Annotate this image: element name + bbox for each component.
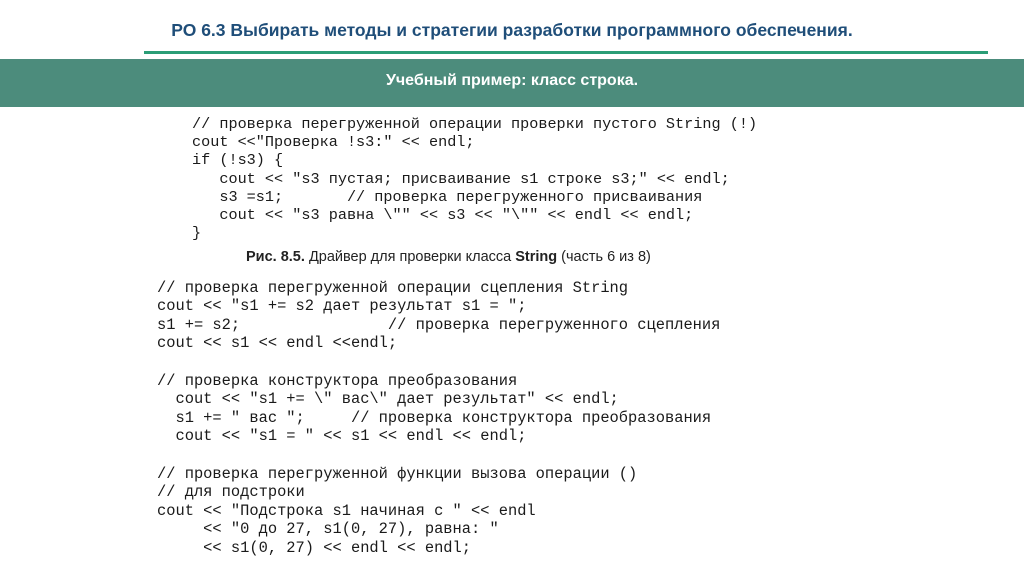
code-line: // проверка перегруженной операции сцепления String	[157, 279, 629, 297]
code-line: // проверка перегруженной операции проверки пустого String (!)	[192, 115, 758, 133]
code-line: s3 =s1; // проверка перегруженного присваивания	[192, 187, 703, 206]
code-block-empty-check	[192, 115, 757, 242]
code-line: s1 += s2; // проверка перегруженного сцепления	[157, 315, 721, 334]
code-block-call-operator	[157, 465, 637, 557]
code-line: if (!s3) {	[192, 151, 284, 170]
slide-subtitle: Учебный пример: класс строка.	[385, 72, 639, 89]
code-line: cout << "s1 = " << s1 << endl << endl;	[157, 427, 527, 446]
code-line: cout << "s3 пустая; присваивание s1 строке s3;" << endl;	[192, 169, 730, 188]
code-line: cout <<"Проверка !s3:" << endl;	[192, 133, 475, 152]
code-block-conversion	[157, 372, 711, 446]
code-line: // для подстроки	[157, 483, 305, 502]
figure-caption	[246, 249, 651, 265]
slide-title: РО 6.3 Выбирать методы и стратегии разработки программного обеспечения.	[171, 20, 853, 40]
code-line: s1 += " вас "; // проверка конструктора преобразования	[157, 408, 712, 427]
title-underline	[144, 51, 988, 54]
code-line: cout << "s3 равна \"" << s3 << "\"" << endl << endl;	[192, 206, 694, 225]
caption-text: Драйвер для проверки класса	[308, 249, 512, 265]
code-line: // проверка конструктора преобразования	[157, 372, 518, 390]
code-line: }	[192, 224, 202, 243]
caption-class-name: String	[515, 249, 558, 265]
code-line: << s1(0, 27) << endl << endl;	[157, 538, 472, 557]
code-block-concatenation	[157, 279, 720, 353]
code-line: cout << "Подстрока s1 начиная с " << endl	[157, 501, 536, 520]
caption-label: Рис. 8.5.	[246, 249, 305, 265]
code-line: cout << "s1 += \" вас\" дает результат" << endl;	[157, 390, 619, 409]
code-line: << "0 до 27, s1(0, 27), равна: "	[157, 520, 499, 539]
code-line: cout << "s1 += s2 дает результат s1 = ";	[157, 297, 527, 316]
caption-part: (часть 6 из 8)	[561, 249, 651, 265]
code-line: cout << s1 << endl <<endl;	[157, 334, 398, 353]
code-line: // проверка перегруженной функции вызова операции ()	[157, 465, 638, 483]
